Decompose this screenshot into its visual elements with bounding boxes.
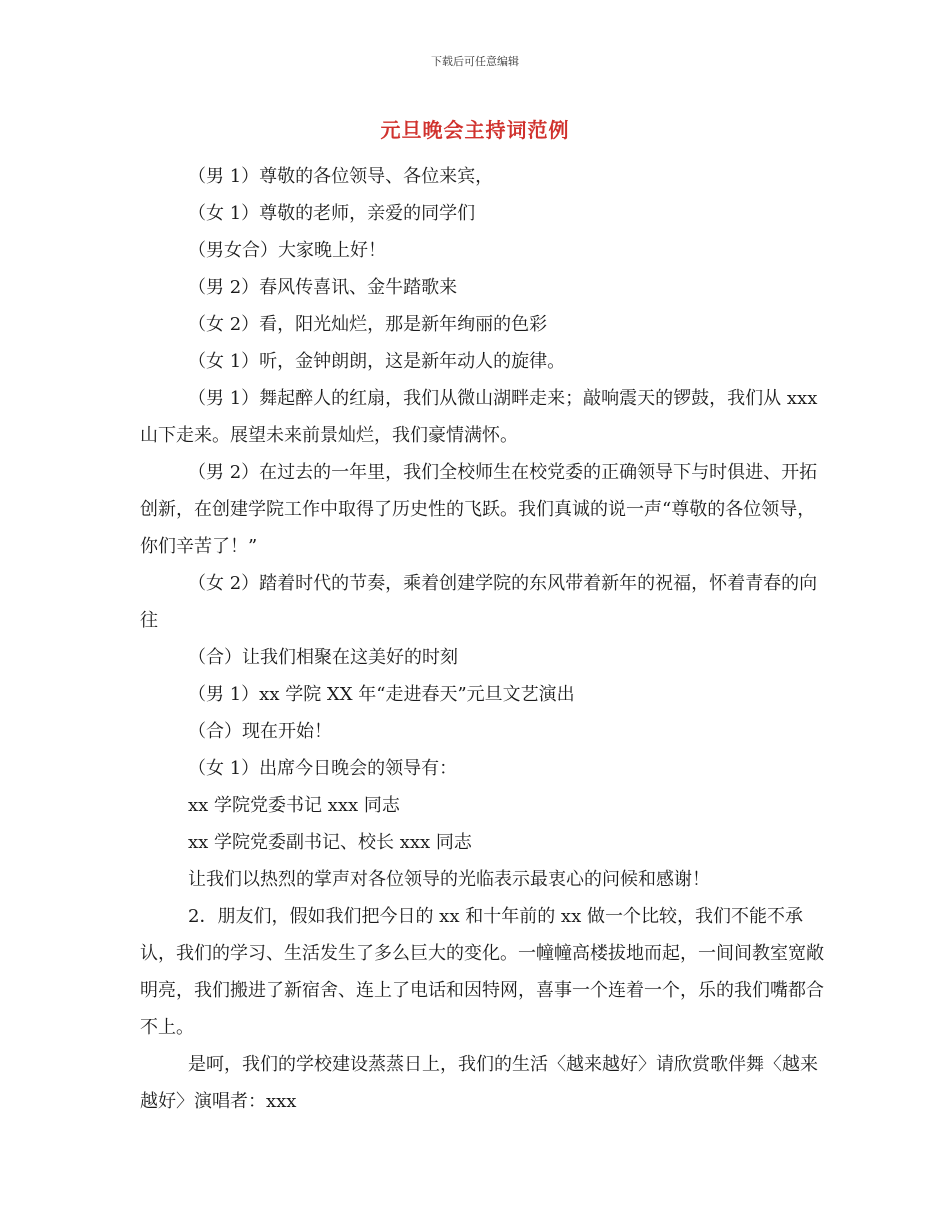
paragraph: （女 1）尊敬的老师，亲爱的同学们 (188, 203, 476, 224)
document-body (140, 158, 830, 1120)
paragraph: （女 1）出席今日晚会的领导有： (188, 758, 458, 779)
paragraph: （合）让我们相聚在这美好的时刻 (188, 647, 458, 668)
paragraph: （女 1）听，金钟朗朗，这是新年动人的旋律。 (188, 351, 566, 372)
paragraph: （合）现在开始！ (188, 721, 332, 742)
paragraph: 2．朋友们，假如我们把今日的 xx 和十年前的 xx 做一个比较，我们不能不承认，我们的学习、生活发生了多么巨大的变化。一幢幢高楼拔地而起，一间间教室宽敞明亮，我们搬进了新宿舍、连上了电话和因特网，喜事一个连着一个，乐的我们嘴都合不上。 (140, 906, 824, 1038)
paragraph: （女 2）踏着时代的节奏，乘着创建学院的东风带着新年的祝福，怀着青春的向往 (140, 573, 818, 631)
paragraph: xx 学院党委副书记、校长 xxx 同志 (188, 832, 472, 853)
paragraph: （女 2）看，阳光灿烂，那是新年绚丽的色彩 (188, 314, 548, 335)
paragraph: （男 1）舞起醉人的红扇，我们从微山湖畔走来；敲响震天的锣鼓，我们从 xxx 山下走来。展望未来前景灿烂，我们豪情满怀。 (140, 388, 818, 446)
paragraph: （男 2）春风传喜讯、金牛踏歌来 (188, 277, 458, 298)
paragraph: 让我们以热烈的掌声对各位领导的光临表示最衷心的问候和感谢！ (188, 869, 710, 890)
paragraph: （男 1）尊敬的各位领导、各位来宾， (188, 166, 494, 187)
paragraph: xx 学院党委书记 xxx 同志 (188, 795, 400, 816)
paragraph: （男 1）xx 学院 XX 年“走进春天”元旦文艺演出 (188, 684, 575, 705)
document-title: 元旦晚会主持词范例 (380, 118, 570, 142)
paragraph: （男女合）大家晚上好！ (188, 240, 386, 261)
header-note: 下载后可任意编辑 (431, 55, 519, 68)
paragraph: （男 2）在过去的一年里，我们全校师生在校党委的正确领导下与时俱进、开拓创新，在创建学院工作中取得了历史性的飞跃。我们真诚的说一声“尊敬的各位领导，你们辛苦了！” (140, 462, 818, 557)
paragraph: 是呵，我们的学校建设蒸蒸日上，我们的生活〈越来越好〉请欣赏歌伴舞〈越来越好〉演唱者：xxx (140, 1054, 818, 1112)
